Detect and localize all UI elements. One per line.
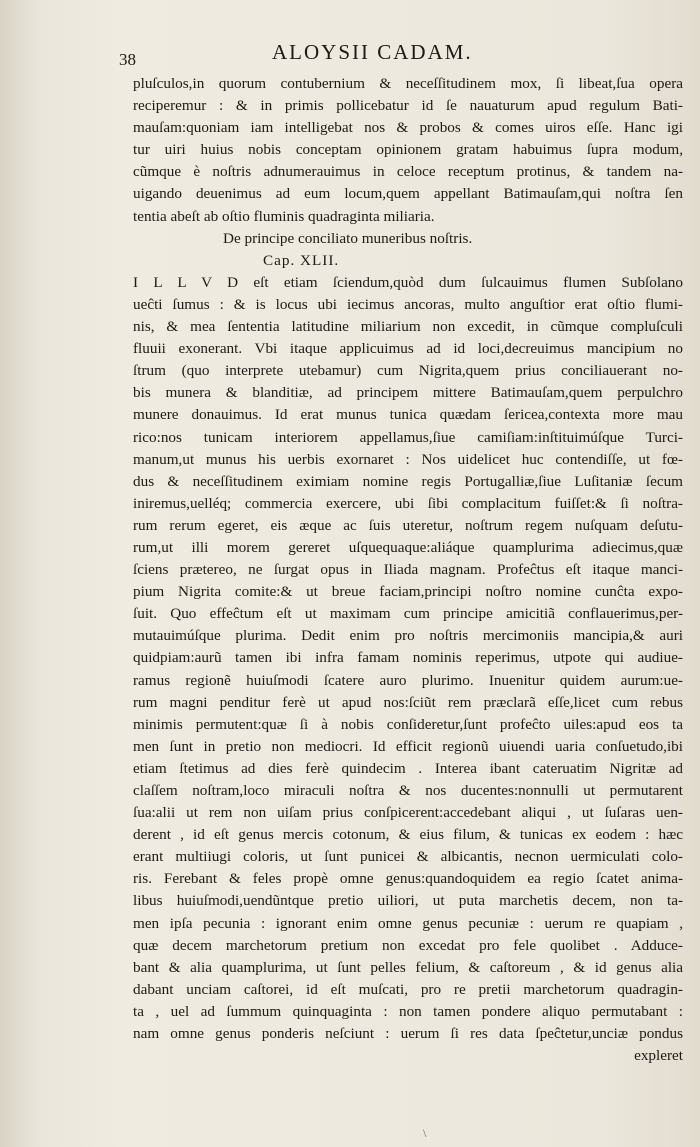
chapter-text-line: rum,ut illi morem gereret uſquequaque:aliáque quamplurima adiecimus,quæ	[133, 538, 683, 556]
chapter-label: Cap. XLII.	[263, 251, 340, 269]
chapter-text-line: ſtrum (quo interprete utebamur) cum Nigrita,quem prius conciliauerant no-	[133, 362, 683, 380]
chapter-text-line: quæ decem marchetorum pretium non excedat pro fele quolibet . Adduce-	[133, 936, 683, 954]
chapter-text-line: rum magni penditur ferè ut apud nos:ſciũt rem præclarã eſſe,licet cum rebus	[133, 693, 683, 711]
bottom-mark: \	[423, 1126, 427, 1140]
chapter-text-line: erant multiiugi coloris, ut ſunt punicei & albicantis, necnon uermiculati colo-	[133, 848, 683, 866]
chapter-text-line: ramus regionẽ huiuſmodi ſcatere auro plurimo. Inuenitur quidem aurum:ue-	[133, 671, 683, 689]
chapter-text-line: munere donauimus. Id erat munus tunica quædam ſericea,contexta more mau	[133, 406, 683, 424]
chapter-text-line: bis munera & blanditiæ, ad principem mittere Batimauſam,quem perpulchro	[133, 384, 683, 402]
chapter-text-line: ta , uel ad ſummum quinquaginta : non tamen pondere aliquo permutabant :	[133, 1002, 683, 1020]
chapter-text-line: quidpiam:aurũ tamen ibi infra famam nominis reperimus, utpote qui audiue-	[133, 649, 683, 667]
chapter-text-line: dus & neceſſitudinem eximiam nomine regis Portugalliæ,ſiue Luſitaniæ ſecum	[133, 472, 683, 490]
chapter-text-line: nis, & mea ſententia latitudine miliarium non excedit, in cũmque compluſculi	[133, 318, 683, 336]
chapter-text-line: libus huiuſmodi,uendũntque pretio uiliori, ut puta marchetis decem, non ta-	[133, 892, 683, 910]
chapter-text-line: derent , id eſt genus mercis cotonum, & eius filum, & tunicas ex eodem : hæc	[133, 826, 683, 844]
chapter-text-line: minimis permutent:quæ ſi à nobis conſideretur,ſunt profeĉto uiles:apud eos ta	[133, 715, 683, 733]
chapter-text-line: iniremus,uelléq; commercia exercere, ubi ſibi complacitum fuiſſet:& ſi noſtra-	[133, 494, 683, 512]
text-line: tur uiri huius nobis conceptam opinionem gratam habuimus ſupra modum,	[133, 141, 683, 159]
chapter-text-line: mutauimúſque plurima. Dedit enim pro noſtris mercimoniis mancipia,& auri	[133, 627, 683, 645]
text-line: pluſculos,in quorum contubernium & neceſſitudinem mox, ſi libeat,ſua opera	[133, 75, 683, 92]
chapter-text-line: etiam ſtetimus ad dies ferè quindecim . Interea ibant cateruatim Nigritæ ad	[133, 759, 683, 777]
chapter-text-line: claſſem noſtram,loco miraculi noſtra & nos ducentes:nonnulli ut permutarent	[133, 782, 683, 799]
chapter-text-line: fluuii exonerant. Vbi itaque applicuimus ad id loci,decreuimus mancipium no	[133, 340, 683, 358]
running-head	[0, 34, 700, 74]
chapter-text-line: manum,ut munus his uerbis exornaret : Nos uidelicet huc contendiſſe, ut fœ-	[133, 450, 683, 468]
text-line: uigando deuenimus ad eum locum,quem appellant Batimauſam,qui noſtra ſen	[133, 185, 683, 203]
chapter-text-line: I L L V D eſt etiam ſciendum,quòd dum ſulcauimus flumen Subſolano	[133, 273, 683, 291]
chapter-text-line: bant & alia quamplurima, ut ſunt pelles felium, & caſtoreum , & id genus alia	[133, 958, 683, 976]
chapter-text-line: rico:nos tunicam interiorem appellamus,ſiue camiſiam:inſtituimúſque Turci-	[133, 428, 683, 446]
main-text	[133, 73, 683, 1067]
chapter-text-line: ris. Ferebant & feles propè omne genus:quandoquidem ea regio ſcatet anima-	[133, 870, 683, 888]
chapter-text-line: ſuit. Quo effeĉtum eſt ut maximam cum principe amicitiã conflauerimus,per-	[133, 605, 683, 623]
section-heading: De principe conciliato muneribus noſtris.	[223, 229, 473, 247]
catchword: expleret	[634, 1047, 683, 1065]
chapter-text-line: rum rerum egeret, eis æque ac ſuis uteretur, noſtrum regem nuſquam deſutu-	[133, 516, 683, 534]
text-line: mauſam:quoniam iam intelligebat nos & probos & comes uiros eſſe. Hanc igi	[133, 119, 683, 137]
chapter-text-line: dabant unciam caſtorei, id eſt muſcati, pro re pretii marchetorum quadragin-	[133, 980, 683, 998]
chapter-text-line: nam omne genus ponderis neſciunt : uerum ſi res data ſpeĉtetur,unciæ pondus	[133, 1025, 683, 1043]
chapter-text-line: pium Nigrita comite:& ut breue faciam,principi noſtro nomine cunĉta expo-	[133, 583, 683, 601]
chapter-text-line: ueĉti ſumus : & is locus ubi iecimus ancoras, multo anguſtior erat oſtio flumi-	[133, 295, 683, 313]
chapter-text-line: ſciens prætereo, ne ſurgat opus in Iliada magnam. Profeĉtus eſt itaque manci-	[133, 561, 683, 579]
chapter-text-line: men ipſa pecunia : ignorant enim omne genus pecuniæ : uerum re quapiam ,	[133, 914, 683, 932]
chapter-text-line: ſua:alii ut rem non uiſam prius conſpicerent:accedebant aliqui , ut ſuſaras uen-	[133, 804, 683, 822]
page-number: 38	[119, 50, 136, 69]
text-line: cũmque è noſtris adnumerauimus in celoce receptum protinus, & tandem na-	[133, 163, 683, 181]
text-line: reciperemur : & in primis pollicebatur id ſe nauaturum apud regulum Bati-	[133, 97, 683, 115]
running-title: ALOYSII CADAM.	[272, 40, 473, 64]
text-line: tentia abeſt ab oſtio fluminis quadraginta miliaria.	[133, 207, 435, 225]
chapter-text-line: men ſunt in pretio non mediocri. Id efficit regionũ uiuendi uaria conſuetudo,ibi	[133, 737, 683, 755]
